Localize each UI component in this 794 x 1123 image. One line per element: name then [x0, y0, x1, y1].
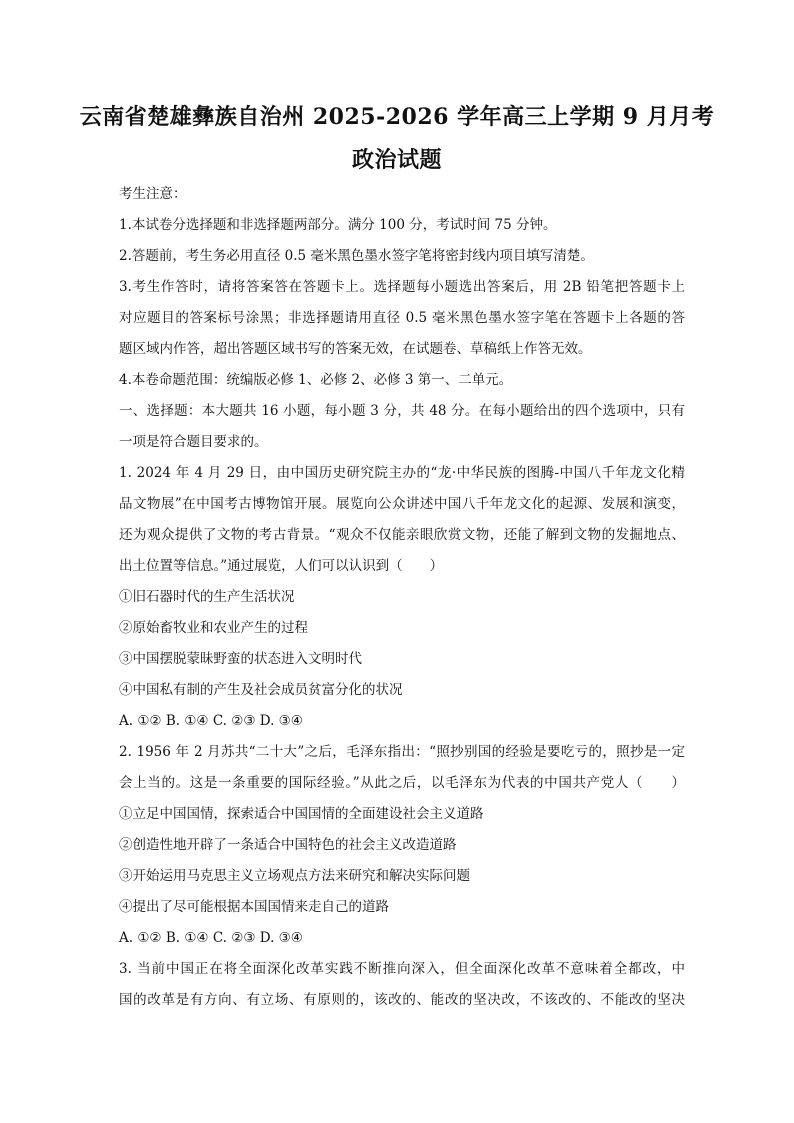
- notice-item-2: 2.答题前，考生务必用直径 0.5 毫米黑色墨水签字笔将密封线内项目填写清楚。: [119, 248, 594, 264]
- question-2-option-3: ③开始运用马克思主义立场观点方法来研究和解决实际问题: [119, 868, 470, 884]
- question-2-option-2: ②创造性地开辟了一条适合中国特色的社会主义改造道路: [119, 837, 457, 853]
- question-1-option-3: ③中国摆脱蒙昧野蛮的状态进入文明时代: [119, 651, 362, 667]
- notice-item-3-line-2: 对应题目的答案标号涂黑；非选择题请用直径 0.5 毫米黑色墨水签字笔在答题卡上各题的答: [119, 310, 685, 326]
- notice-item-3-line-1: 3.考生作答时，请将答案答在答题卡上。选择题每小题选出答案后，用 2B 铅笔把答题卡上: [119, 279, 685, 295]
- question-1-option-1: ①旧石器时代的生产生活状况: [119, 589, 295, 605]
- question-1-option-2: ②原始畜牧业和农业产生的过程: [119, 620, 308, 636]
- notice-heading: 考生注意：: [119, 186, 187, 202]
- section-heading-line-2: 一项是符合题目要求的。: [119, 434, 268, 450]
- question-2-line-2: 会上当的。这是一条重要的国际经验。”从此之后，以毛泽东为代表的中国共产党人（ ）: [119, 775, 685, 791]
- notice-item-1: 1.本试卷分选择题和非选择题两部分。满分 100 分，考试时间 75 分钟。: [119, 217, 557, 233]
- section-heading-line-1: 一、选择题：本大题共 16 小题，每小题 3 分，共 48 分。在每小题给出的四个选项中，只有: [119, 403, 685, 419]
- question-2-option-1: ①立足中国国情，探索适合中国国情的全面建设社会主义道路: [119, 806, 484, 822]
- document-body: [119, 179, 685, 1016]
- question-1-line-1: 1. 2024 年 4 月 29 日，由中国历史研究院主办的“龙·中华民族的图腾-中国八千年龙文化精: [119, 465, 685, 481]
- question-2-line-1: 2. 1956 年 2 月苏共“二十大”之后，毛泽东指出：“照抄别国的经验是要吃亏的，照抄是一定: [119, 744, 685, 760]
- document-title: 云南省楚雄彝族自治州 2025-2026 学年高三上学期 9 月月考: [79, 104, 715, 130]
- question-3-line-1: 3. 当前中国正在将全面深化改革实践不断推向深入，但全面深化改革不意味着全都改，中: [119, 961, 685, 977]
- question-1-choices: A. ①② B. ①④ C. ②③ D. ③④: [119, 713, 303, 729]
- question-1-line-2: 品文物展”在中国考古博物馆开展。展览向公众讲述中国八千年龙文化的起源、发展和演变，: [119, 496, 685, 512]
- question-1-line-3: 还为观众提供了文物的考古背景。“观众不仅能亲眼欣赏文物，还能了解到文物的发掘地点、: [119, 527, 685, 543]
- question-1-line-4: 出土位置等信息。”通过展览，人们可以认识到（ ）: [119, 558, 444, 574]
- question-1-option-4: ④中国私有制的产生及社会成员贫富分化的状况: [119, 682, 403, 698]
- question-2-option-4: ④提出了尽可能根据本国国情来走自己的道路: [119, 899, 389, 915]
- notice-item-4: 4.本卷命题范围：统编版必修 1、必修 2、必修 3 第一、二单元。: [119, 372, 513, 388]
- notice-item-3-line-3: 题区域内作答，超出答题区域书写的答案无效，在试题卷、草稿纸上作答无效。: [119, 341, 592, 357]
- question-2-choices: A. ①② B. ①④ C. ②③ D. ③④: [119, 930, 303, 946]
- question-3-line-2: 国的改革是有方向、有立场、有原则的，该改的、能改的坚决改，不该改的、不能改的坚决: [119, 992, 685, 1008]
- document-subtitle: 政治试题: [351, 147, 442, 173]
